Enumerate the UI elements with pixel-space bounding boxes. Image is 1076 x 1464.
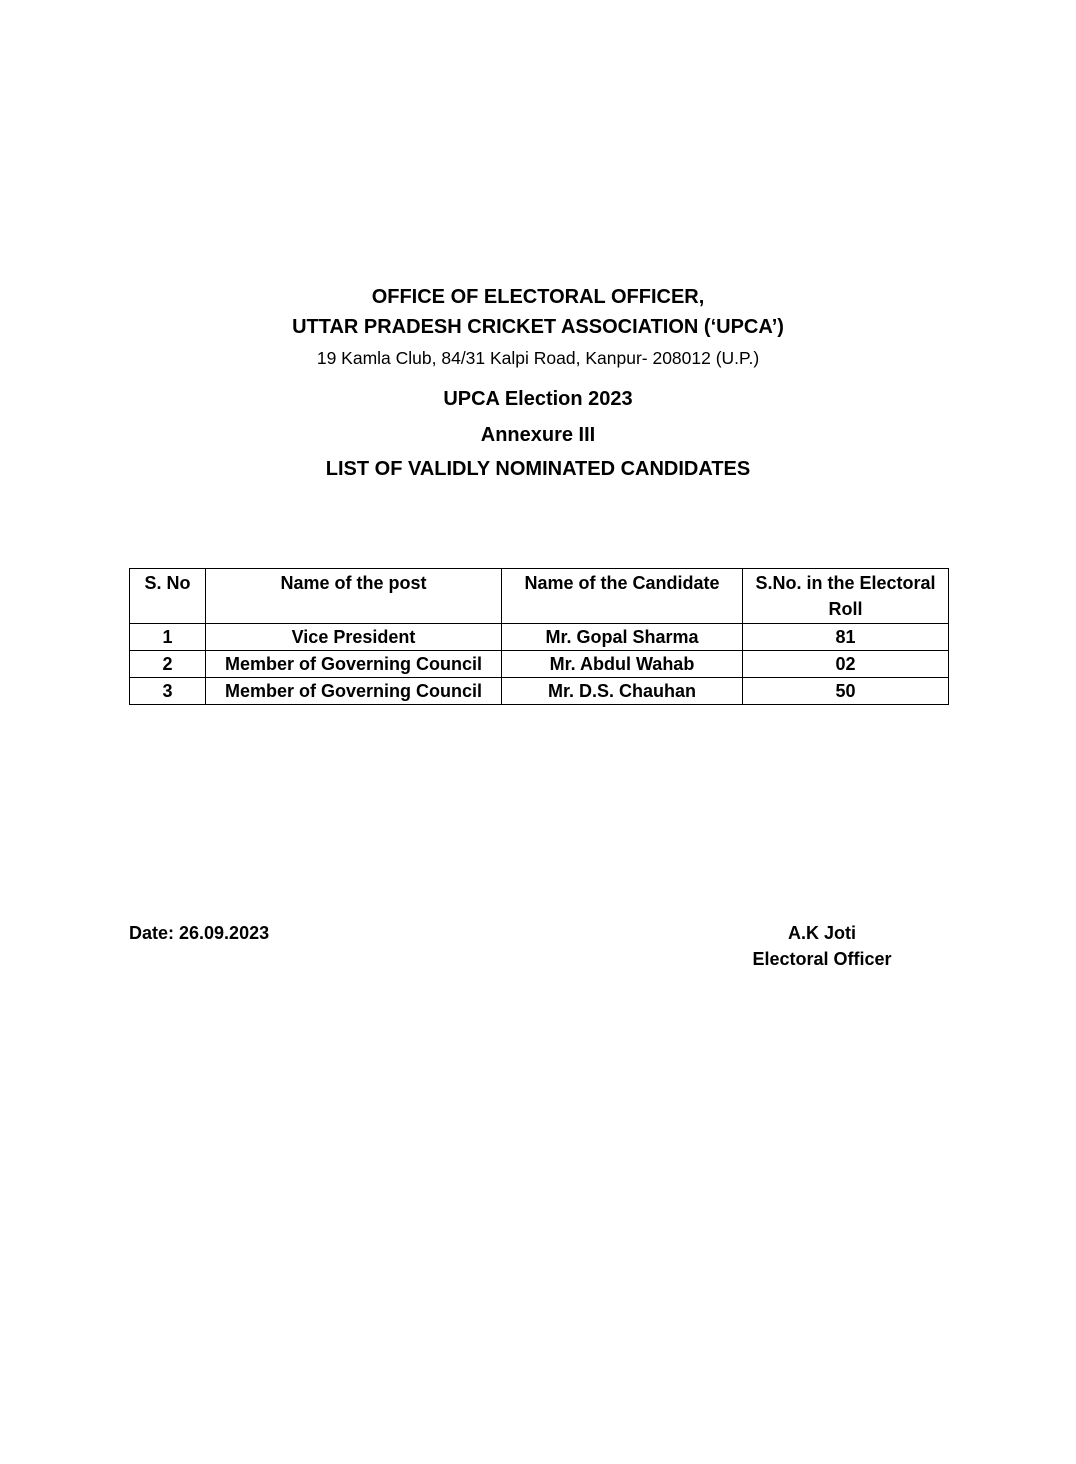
office-address: 19 Kamla Club, 84/31 Kalpi Road, Kanpur- 208012 (U.P.) [316,348,760,368]
table-row [130,651,949,678]
column-header-post: Name of the post [206,569,502,624]
cell-sno: 2 [130,651,206,678]
column-header-roll-no: S.No. in the Electoral Roll [743,569,949,624]
cell-roll-no: 81 [743,624,949,651]
table-row [130,624,949,651]
document-header [0,282,1076,484]
column-header-sno: S. No [130,569,206,624]
signature-block [722,920,922,972]
annexure-title: Annexure III [480,424,596,446]
election-title: UPCA Election 2023 [443,388,633,410]
signatory-title: Electoral Officer [752,949,892,969]
cell-candidate: Mr. D.S. Chauhan [502,678,743,705]
cell-candidate: Mr. Abdul Wahab [502,651,743,678]
list-title: LIST OF VALIDLY NOMINATED CANDIDATES [325,458,751,480]
document-date: Date: 26.09.2023 [129,923,270,943]
cell-sno: 1 [130,624,206,651]
cell-roll-no: 50 [743,678,949,705]
table-row [130,678,949,705]
table-header-row [130,569,949,624]
association-title: UTTAR PRADESH CRICKET ASSOCIATION (‘UPCA’) [292,316,784,338]
signatory-name: A.K Joti [787,923,856,943]
cell-post: Member of Governing Council [206,678,502,705]
cell-candidate: Mr. Gopal Sharma [502,624,743,651]
cell-post: Vice President [206,624,502,651]
cell-post: Member of Governing Council [206,651,502,678]
office-title: OFFICE OF ELECTORAL OFFICER, [371,286,705,308]
column-header-candidate: Name of the Candidate [502,569,743,624]
cell-roll-no: 02 [743,651,949,678]
candidates-table [129,568,949,705]
cell-sno: 3 [130,678,206,705]
